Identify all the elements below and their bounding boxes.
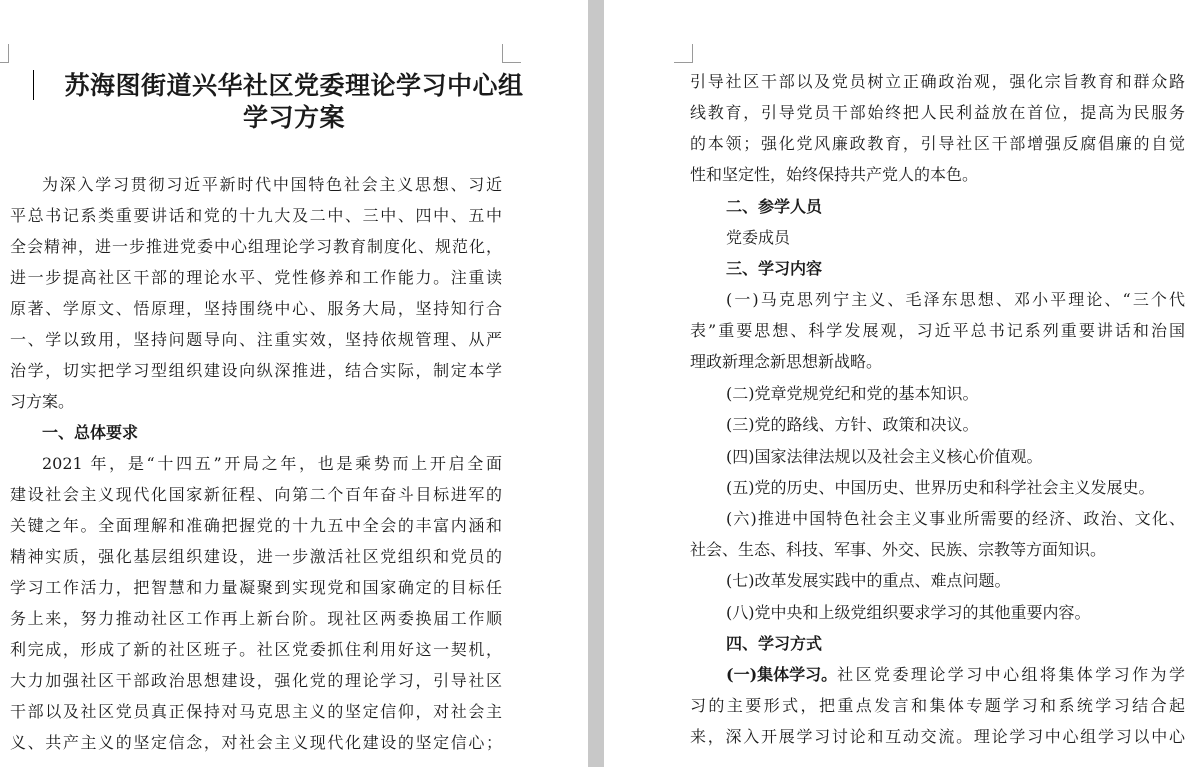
paragraph-line: 的本领；强化党风廉政教育，引导社区干部增强反腐倡廉的自觉: [690, 134, 1185, 153]
paragraph-line-text: 社区党委理论学习中心组将集体学习作为学: [837, 665, 1185, 684]
inline-bold-label: (一)集体学习。: [726, 665, 838, 684]
list-item: (七)改革发展实践中的重点、难点问题。: [726, 571, 1011, 590]
paragraph-line: 干部以及社区党员真正保持对马克思主义的坚定信仰，对社会主: [10, 702, 502, 721]
margin-corner-mark: [0, 44, 9, 63]
list-item: (四)国家法律法规以及社会主义核心价值观。: [726, 447, 1043, 466]
document-title-line-1: 苏海图街道兴华社区党委理论学习中心组: [64, 71, 524, 100]
document-page-right[interactable]: [604, 0, 1203, 767]
section-heading: 四、学习方式: [726, 634, 823, 653]
document-page-left[interactable]: [0, 0, 588, 767]
paragraph-line: 平总书记系类重要讲话和党的十九大及二中、三中、四中、五中: [10, 206, 502, 225]
paragraph-line: 为深入学习贯彻习近平新时代中国特色社会主义思想、习近: [42, 175, 502, 194]
list-item: (三)党的路线、方针、政策和决议。: [726, 415, 979, 434]
paragraph-line: 治学，切实把学习型组织建设向纵深推进，结合实际，制定本学: [10, 361, 502, 380]
paragraph-line: [726, 665, 1185, 685]
paragraph-line: 表”重要思想、科学发展观，习近平总书记系列重要讲话和治国: [690, 321, 1185, 340]
list-item: (八)党中央和上级党组织要求学习的其他重要内容。: [726, 603, 1091, 622]
paragraph-line: 一、学以致用，坚持问题导向、注重实效，坚持依规管理、从严: [10, 330, 502, 349]
paragraph-line: 学习工作活力，把智慧和力量凝聚到实现党和国家确定的目标任: [10, 578, 502, 597]
paragraph-line: (一)马克思列宁主义、毛泽东思想、邓小平理论、“三个代: [726, 290, 1185, 309]
paragraph-line: 2021 年，是“十四五”开局之年，也是乘势而上开启全面: [42, 454, 502, 473]
section-heading: 三、学习内容: [726, 259, 823, 278]
paragraph-line: 务上来，努力推动社区工作再上新台阶。现社区两委换届工作顺: [10, 609, 502, 628]
paragraph-line: 理政新理念新思想新战略。: [690, 352, 883, 371]
paragraph-line: 性和坚定性，始终保持共产党人的本色。: [690, 165, 979, 184]
paragraph-line: 习方案。: [10, 392, 75, 411]
paragraph-line: 来，深入开展学习讨论和互动交流。理论学习中心组学习以中心: [690, 727, 1185, 746]
document-title-line-2: 学习方案: [242, 103, 345, 132]
paragraph-line: 义、共产主义的坚定信念，对社会主义现代化建设的坚定信心；: [10, 733, 502, 752]
paragraph-line: 原著、学原文、悟原理，坚持围绕中心、服务大局，坚持知行合: [10, 299, 502, 318]
paragraph-line: 大力加强社区干部政治思想建设，强化党的理论学习，引导社区: [10, 671, 502, 690]
paragraph-line: 社会、生态、科技、军事、外交、民族、宗教等方面知识。: [690, 540, 1107, 559]
paragraph-line: 线教育，引导党员干部始终把人民利益放在首位，提高为民服务: [690, 103, 1185, 122]
section-heading: 一、总体要求: [42, 423, 139, 442]
list-item: (二)党章党规党纪和党的基本知识。: [726, 384, 979, 403]
paragraph-line: 关键之年。全面理解和准确把握党的十九五中全会的丰富内涵和: [10, 516, 502, 535]
paragraph-line: 习的主要形式，把重点发言和集体专题学习和系统学习结合起: [690, 696, 1185, 715]
paragraph-line: 利完成，形成了新的社区班子。社区党委抓住利用好这一契机，: [10, 640, 502, 659]
paragraph-line: 精神实质，强化基层组织建设，进一步激活社区党组织和党员的: [10, 547, 502, 566]
paragraph-line: 建设社会主义现代化国家新征程、向第二个百年奋斗目标进军的: [10, 485, 502, 504]
paragraph-line: 引导社区干部以及党员树立正确政治观，强化宗旨教育和群众路: [690, 72, 1185, 91]
margin-corner-mark: [674, 44, 693, 63]
paragraph-line: 进一步提高社区干部的理论水平、党性修养和工作能力。注重读: [10, 268, 502, 287]
paragraph-line: 全会精神，进一步推进党委中心组理论学习教育制度化、规范化，: [10, 237, 502, 256]
paragraph-line: 党委成员: [726, 228, 791, 247]
section-heading: 二、参学人员: [726, 197, 823, 216]
list-item: (五)党的历史、中国历史、世界历史和科学社会主义发展史。: [726, 478, 1155, 497]
margin-corner-mark: [502, 44, 521, 63]
list-item: (六)推进中国特色社会主义事业所需要的经济、政治、文化、: [726, 509, 1185, 528]
